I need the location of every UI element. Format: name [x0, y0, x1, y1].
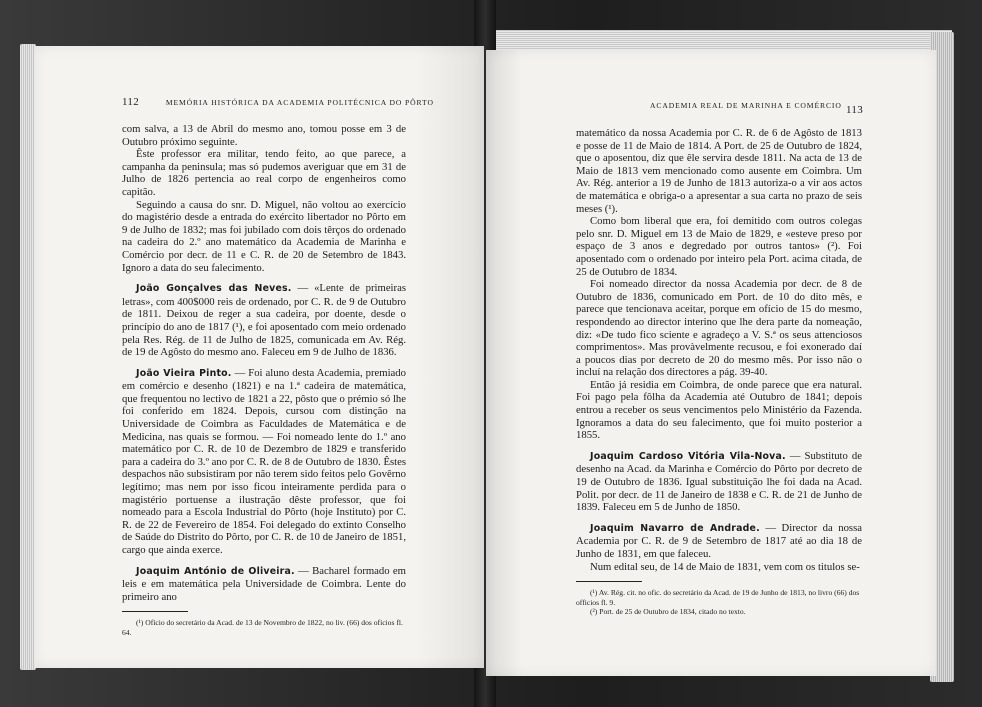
- footnote: (¹) Av. Rég. cit. no ofic. do secretário da Acad. de 19 de Junho de 1813, no livro (66) dos officios fl. 9.: [576, 588, 860, 607]
- entry-paragraph: [122, 367, 406, 557]
- left-page-header: [122, 96, 434, 108]
- footnote: (¹) Ofício do secretário da Acad. de 13 de Novembro de 1822, no liv. (66) dos ofícios fl. 64.: [122, 618, 403, 637]
- right-page-top-edges: [496, 30, 952, 52]
- entry-name: João Gonçalves das Neves.: [136, 283, 292, 295]
- entry-name: Joaquim Cardoso Vitória Vila-Nova.: [590, 450, 786, 462]
- entry-paragraph: [122, 282, 406, 359]
- paragraph: Num edital seu, de 14 de Maio de 1831, vem com os titulos se-: [590, 560, 860, 573]
- paragraph: Êste professor era militar, tendo feito, ao que parece, a campanha da peninsula; mas só pudemos averiguar que em 31 de Julho de 1826 pertencia ao real corpo de engenheiros como capitão.: [122, 148, 406, 198]
- entry-text: — Substituto de desenho na Acad. da Marinha e Comércio do Pôrto por decreto de 19 de Outubro de 1836. Igual substituição lhe foi dada na Acad. Polit. por decr. de 11 de Janeiro de 1838 e C. R. de 21 de Junho de 1839. Faleceu em 5 de Junho de 1850.: [576, 449, 862, 514]
- footnote-rule: [122, 611, 188, 612]
- entry-name: João Vieira Pinto.: [136, 367, 232, 379]
- paragraph: Então já residia em Coimbra, de onde parece que era natural. Foi pago pela fôlha da Academia até Outubro de 1841; depois entrou a receber os seus vencimentos pelo Ministério da Fazenda. Ignoramos a data do seu falecimento, que foi muito posterior a 1855.: [576, 378, 862, 442]
- footnotes: [122, 618, 406, 637]
- paragraph: Foi nomeado director da nossa Academia por decr. de 8 de Outubro de 1836, comunicado em Port. de 10 do dito mês, e parece que tencionava aceitar, porque em ofício de 15 do mesmo, respondendo ao director interino que lhe dera parte da nomeação, diz: «De tudo fico sciente e agradeço a V. S.ª os seus attenciosos comprimentos». Mas provàvelmente recusou, e foi exonerado daí a poucos dias por decreto de 20 do mesmo mês. Por isso não o incluí na relação dos directores a pág. 39-40.: [576, 278, 862, 379]
- page-number: 112: [122, 96, 139, 108]
- footnotes: [576, 588, 862, 617]
- entry-text: — «Lente de primeiras letras», com 400$000 reis de ordenado, por C. R. de 9 de Outubro de 1811. Deixou de reger a sua cadeira, por doente, desde o princípio do ano de 1817 (¹), e foi aposentado com meio ordenado pela Res. Rég. de 11 de Julho de 1825, comunicada em Av. Rég. de 19 de Agôsto do mesmo ano. Faleceu em 9 de Julho de 1836.: [122, 282, 406, 359]
- entry-paragraph: [576, 522, 862, 561]
- footnote: (²) Port. de 25 de Outubro de 1834, citado no texto.: [590, 607, 746, 617]
- right-page-body: [576, 127, 862, 617]
- paragraph: matemático da nossa Academia por C. R. de 6 de Agôsto de 1813 e posse de 11 de Maio de 1814. A Port. de 25 de Outubro de 1824, que o aposentou, diz que êle servira desde 1811. Na acta de 13 de Maio de 1813 vem mencionado como ausente em Coimbra. Um Av. Rég. anterior a 19 de Junho de 1813 autoriza-o a vir aos actos de matemática e obriga-o a apresentar a sua carta no prazo de seis meses (¹).: [576, 127, 862, 215]
- running-head: ACADEMIA REAL DE MARINHA E COMÉRCIO: [650, 101, 842, 110]
- right-page: [486, 50, 936, 676]
- entry-text: — Bacharel formado em leis e em matemática pela Universidade de Coimbra. Lente do primeiro ano: [122, 564, 406, 603]
- entry-paragraph: [576, 450, 862, 514]
- entry-name: Joaquim Navarro de Andrade.: [590, 522, 760, 534]
- left-page: [34, 46, 484, 668]
- entry-name: Joaquim António de Oliveira.: [136, 565, 295, 577]
- entry-text: — Director da nossa Academia por C. R. de 9 de Setembro de 1817 até ao dia 18 de Junho de 1831, em que faleceu.: [576, 521, 862, 560]
- running-head: MEMÓRIA HISTÓRICA DA ACADEMIA POLITÉCNICA DO PÔRTO: [165, 98, 434, 107]
- paragraph: Como bom liberal que era, foi demitido com outros colegas pelo snr. D. Miguel em 13 de Maio de 1829, e «esteve preso por espaço de 3 anos e degredado por outros tantos» (²). Foi aposentado com o ordenado por inteiro pela Port. acima citada, de 25 de Outubro de 1834.: [576, 215, 862, 278]
- page-number: 113: [846, 104, 863, 116]
- entry-text: — Foi aluno desta Academia, premiado em comércio e desenho (1821) e na 1.ª cadeira de matemática, que frequentou no lectivo de 1821 a 22, pôsto que o prémio só lhe foi conferido em 1824. Depois, cursou com distinção na Universidade de Coimbra as Faculdades de Matemática e de Medicina, nas quais se formou. — Foi nomeado lente do 1.º ano matemático por C. R. de 10 de Dezembro de 1829 e transferido para a cadeira do 3.º ano por C. R. de 8 de Outubro de 1830. Êstes despachos não subsistiram por não terem sido feitos pelo Govêrno legítimo; mas nem por isso ficou inteiramente perdida para o magistério portuense a ilustração dêste professor, que foi nomeado para a Escola Industrial do Pôrto (hoje Instituto) por C. R. de 22 de Fevereiro de 1854. Foi delegado do extinto Conselho de Saúde do Distrito do Pôrto, por C. R. de 10 de Janeiro de 1851, cargo que ainda exerce.: [122, 366, 406, 556]
- right-page-header: [650, 100, 863, 116]
- entry-paragraph: [122, 565, 406, 604]
- left-page-body: [122, 123, 406, 638]
- paragraph: com salva, a 13 de Abril do mesmo ano, tomou posse em 3 de Outubro próximo seguinte.: [122, 123, 406, 148]
- paragraph: Seguindo a causa do snr. D. Miguel, não voltou ao exercício do magistério desde a entrada do exército libertador no Pôrto em 9 de Julho de 1832; mas foi jubilado com dois têrços do ordenado na cadeira do 2.º ano matemático da Academia de Marinha e Comércio por decr. de 11 e C. R. de 20 de Setembro de 1843. Ignoro a data do seu falecimento.: [122, 198, 406, 274]
- footnote-rule: [576, 581, 642, 582]
